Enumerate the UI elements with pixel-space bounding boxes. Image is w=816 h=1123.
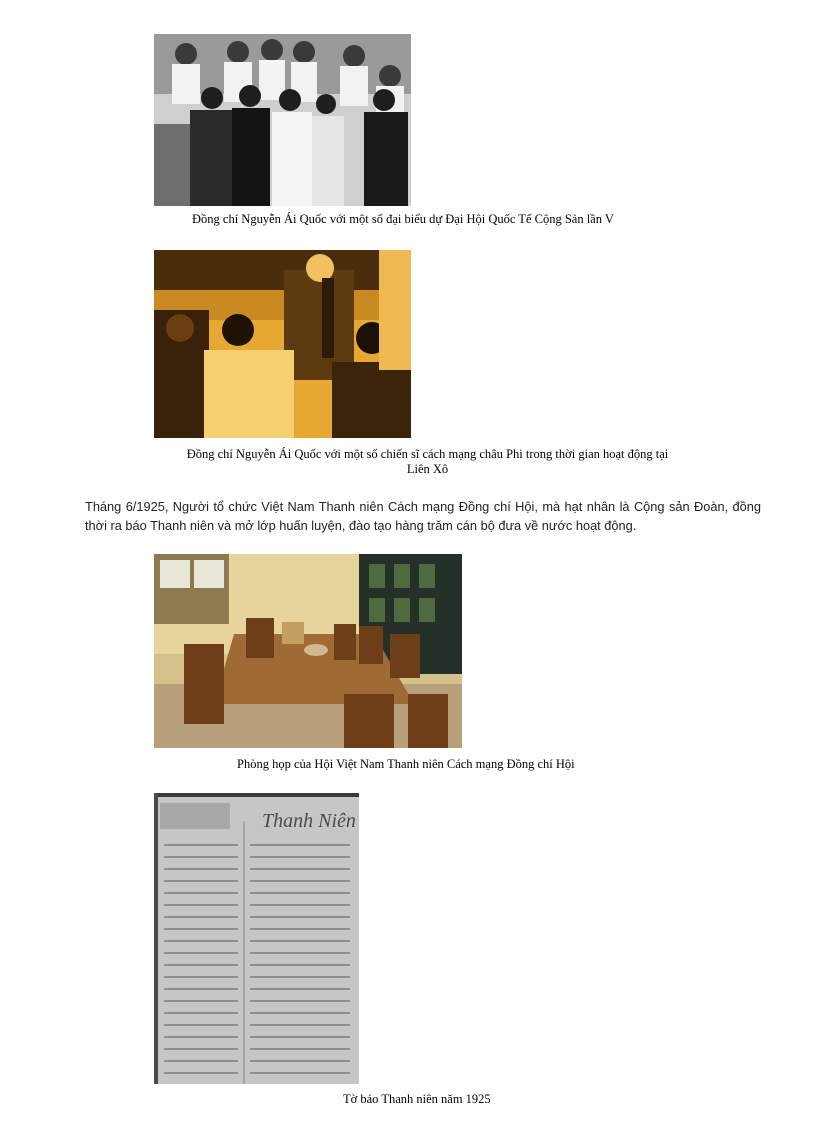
figure-caption-4: Tờ báo Thanh niên năm 1925 [343,1092,491,1106]
body-paragraph: Tháng 6/1925, Người tổ chức Việt Nam Thanh niên Cách mạng Đồng chí Hội, mà hạt nhân là Cộng sản Đoàn, đồng thời ra báo Thanh niên và mở lớp huấn luyện, đào tạo hàng trăm cán bộ đưa về nước hoạt động. [85,499,761,533]
svg-text:Thanh Niên: Thanh Niên [262,810,356,832]
figure-caption-1: Đồng chí Nguyễn Ái Quốc với một số đại biểu dự Đại Hội Quốc Tế Cộng Sản lần V [192,212,614,226]
photo-comintern-delegates [154,34,411,206]
figure-caption-2 [155,447,700,477]
figure-caption-3: Phòng họp của Hội Việt Nam Thanh niên Cách mạng Đồng chí Hội [237,757,575,771]
photo-meeting-room [154,554,462,748]
photo-african-revolutionaries [154,250,411,438]
photo-thanh-nien-newspaper [154,793,359,1084]
figure-caption-2-line1: Đồng chí Nguyễn Ái Quốc với một số chiến sĩ cách mạng châu Phi trong thời gian hoạt động tại [186,447,669,461]
figure-caption-2-line2: Liên Xô [406,462,449,476]
